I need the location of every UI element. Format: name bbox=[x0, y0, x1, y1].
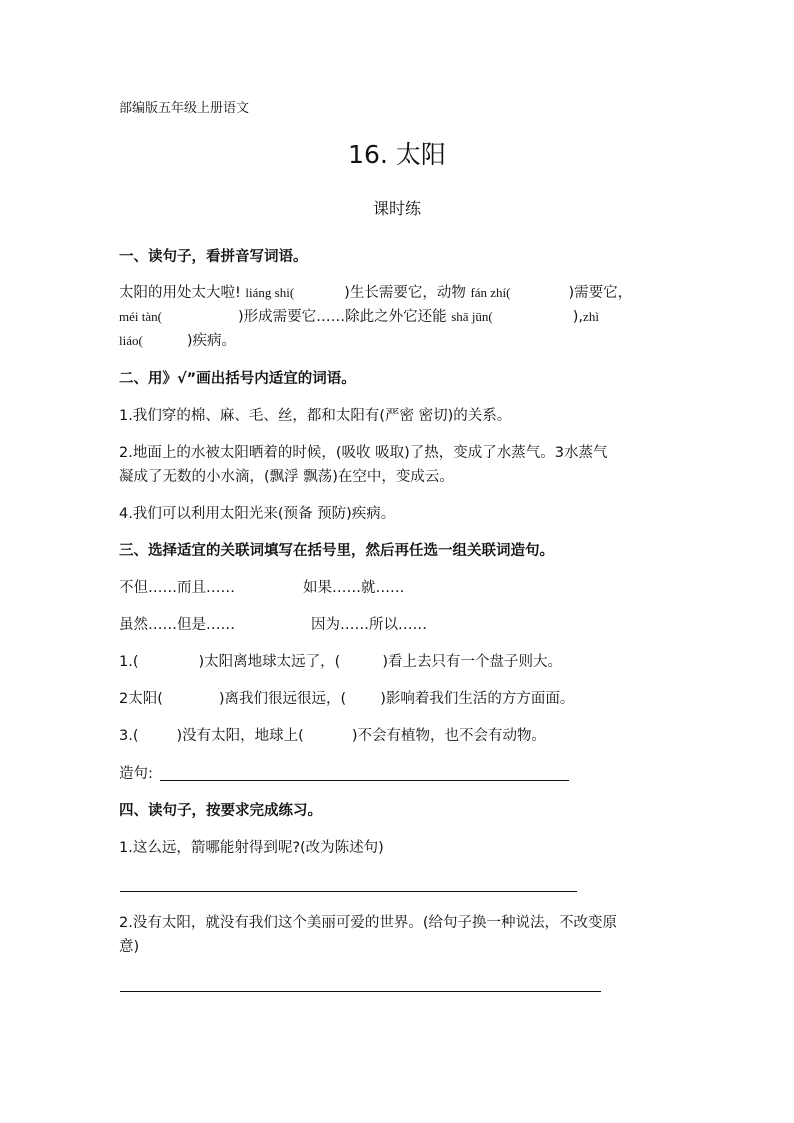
section-2-heading: 二、用》√”画出括号内适宜的词语。 bbox=[119, 371, 356, 387]
s3-question-2 bbox=[119, 688, 574, 710]
s1-text: )需要它， bbox=[568, 285, 633, 301]
s3-option-1: 不但……而且…… bbox=[119, 580, 235, 596]
s3-option-2: 如果……就…… bbox=[303, 580, 405, 596]
s1-text: ), bbox=[572, 309, 584, 325]
s2-question-2-cont: 凝成了无数的小水滴，(飘浮 飘荡)在空中，变成云。 bbox=[119, 469, 454, 485]
s1-text: 太阳的用处太大啦! bbox=[119, 285, 241, 301]
s3-text: )看上去只有一个盘子则大。 bbox=[382, 654, 562, 670]
s4-q1-answer-line[interactable] bbox=[120, 891, 577, 892]
s3-option-3: 虽然……但是…… bbox=[119, 617, 235, 633]
s2-question-4: 4.我们可以利用太阳光来(预备 预防)疾病。 bbox=[119, 506, 396, 522]
s3-question-1 bbox=[119, 651, 562, 673]
page-subtitle: 课时练 bbox=[372, 199, 421, 218]
s4-question-1: 1.这么远，箭哪能射得到呢?(改为陈述句) bbox=[119, 840, 384, 856]
pinyin-meitan: méi tàn( bbox=[119, 309, 162, 324]
s3-zaoju-label: 造句: bbox=[119, 766, 153, 782]
s2-question-2: 2.地面上的水被太阳晒着的时候，(吸收 吸取)了热，变成了水蒸气。3水蒸气 bbox=[119, 445, 608, 461]
pinyin-fanzhi: fán zhí( bbox=[470, 285, 511, 300]
s1-text: )生长需要它，动物 bbox=[344, 285, 466, 301]
s3-option-4: 因为……所以…… bbox=[311, 617, 427, 633]
s3-text: 2太阳( bbox=[119, 691, 163, 707]
s3-question-3 bbox=[119, 725, 546, 747]
pinyin-shajun: shā jūn( bbox=[451, 309, 493, 324]
s1-line-1 bbox=[119, 282, 632, 304]
s3-text: )不会有植物，也不会有动物。 bbox=[351, 728, 546, 744]
section-1-heading: 一、读句子，看拼音写词语。 bbox=[119, 249, 308, 265]
pinyin-liangshi: liáng shi( bbox=[245, 285, 295, 300]
s3-text: 3.( bbox=[119, 728, 139, 744]
s1-line-2 bbox=[119, 306, 599, 328]
pinyin-liao: liáo( bbox=[119, 333, 143, 348]
s1-line-3 bbox=[119, 330, 236, 352]
s4-q2-answer-line[interactable] bbox=[120, 991, 601, 992]
zaoju-answer-line[interactable] bbox=[160, 780, 569, 781]
header-text: 部编版五年级上册语文 bbox=[119, 101, 250, 116]
s3-text: )离我们很远很远，( bbox=[218, 691, 347, 707]
s3-text: )影响着我们生活的方方面面。 bbox=[380, 691, 575, 707]
s4-question-2: 2.没有太阳，就没有我们这个美丽可爱的世界。(给句子换一种说法，不改变原 bbox=[119, 915, 617, 931]
s3-text: 1.( bbox=[119, 654, 139, 670]
page-title: 16. 太阳 bbox=[348, 140, 446, 169]
s1-text: )疾病。 bbox=[186, 333, 236, 349]
s2-question-1: 1.我们穿的棉、麻、毛、丝，都和太阳有(严密 密切)的关系。 bbox=[119, 408, 512, 424]
s4-question-2-cont: 意) bbox=[119, 939, 140, 955]
section-3-heading: 三、选择适宜的关联词填写在括号里，然后再任选一组关联词造句。 bbox=[119, 543, 554, 559]
pinyin-zhi: zhì bbox=[583, 309, 599, 324]
section-4-heading: 四、读句子，按要求完成练习。 bbox=[119, 803, 322, 819]
s3-text: )太阳离地球太远了，( bbox=[198, 654, 341, 670]
s3-text: )没有太阳，地球上( bbox=[176, 728, 304, 744]
s1-text: )形成需要它……除此之外它还能 bbox=[237, 309, 447, 325]
